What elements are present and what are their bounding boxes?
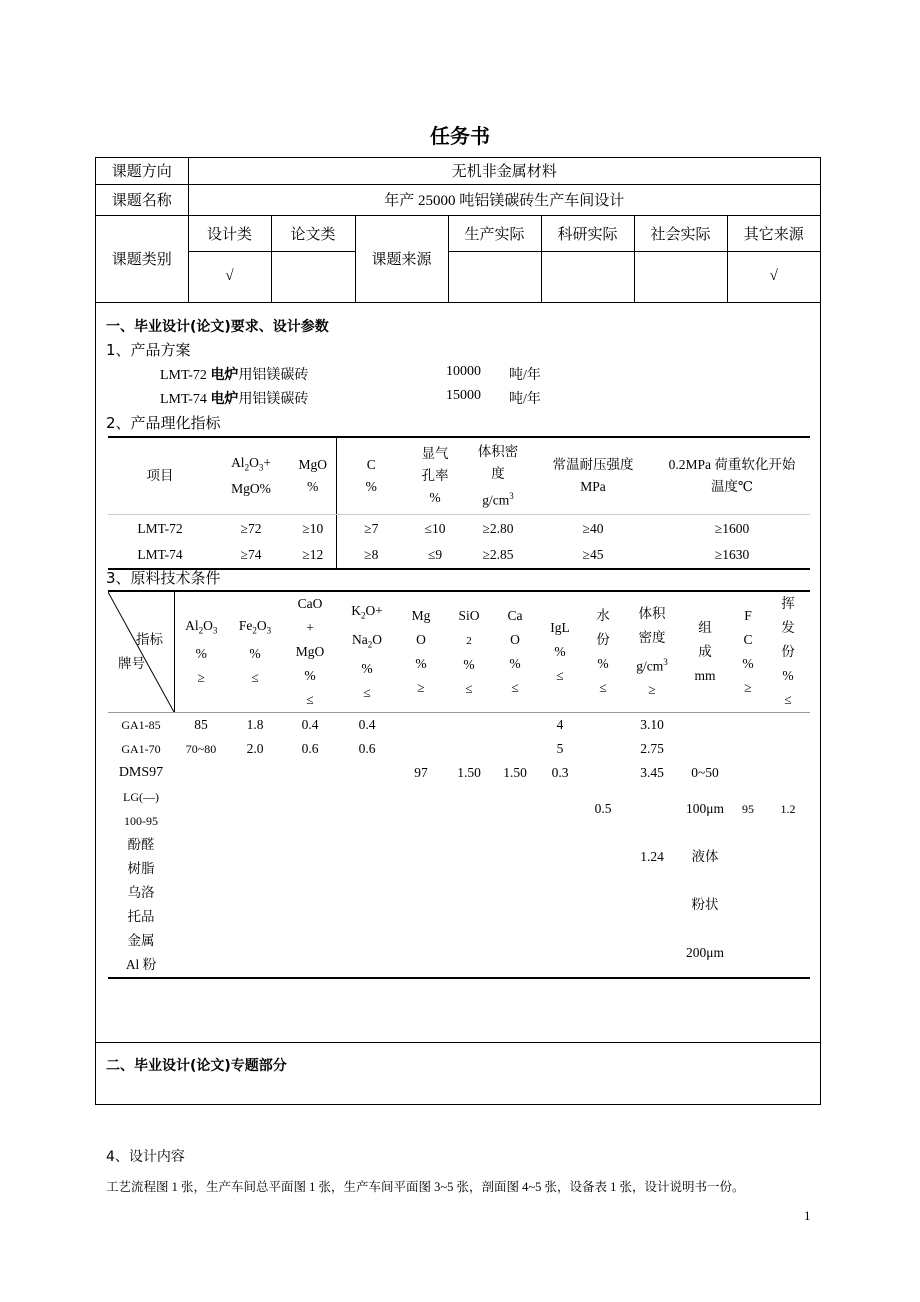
- row-name: GA1-85: [121, 718, 161, 732]
- col-igl: IgL % ≤: [538, 591, 582, 713]
- col-cao: Ca O % ≤: [492, 591, 538, 713]
- col-porosity: 显气 孔率 %: [406, 437, 464, 515]
- production-check-cell: [448, 251, 541, 302]
- product-line-1: [160, 364, 308, 384]
- social-check-cell: [634, 251, 727, 302]
- col-cao-mgo: CaO + MgO % ≤: [282, 591, 338, 713]
- col-water: 水 份 % ≤: [582, 591, 624, 713]
- research-check-cell: [541, 251, 634, 302]
- cell-por: ≤9: [427, 547, 443, 562]
- index-header-row: [108, 437, 810, 515]
- cell-c: ≥7: [364, 520, 379, 536]
- task-sheet: [95, 157, 821, 1194]
- col-item: 项目: [108, 437, 212, 515]
- cell-vol: 1.2: [780, 802, 796, 816]
- product-1-material: 用铝镁碳砖: [238, 368, 309, 383]
- col-carbon: C %: [336, 437, 406, 515]
- col-volatile: 挥 发 份 % ≤: [766, 591, 810, 713]
- col-softening: 0.2MPa 荷重软化开始 温度℃: [654, 437, 810, 515]
- cell-ca: 1.50: [503, 765, 527, 780]
- cell-igl: 0.3: [551, 765, 569, 780]
- product-1-model: LMT-72: [160, 368, 211, 383]
- cell-comp: 100μm: [686, 801, 724, 816]
- row-name: LMT-72: [137, 520, 183, 536]
- cell-comp: 200μm: [686, 945, 724, 960]
- raw-row-ga170: [108, 737, 810, 761]
- raw-row-dms97: [108, 761, 810, 785]
- cell-soft: ≥1600: [714, 520, 750, 536]
- col-brand-index: [108, 591, 174, 713]
- col-sio2: SiO 2 % ≤: [446, 591, 492, 713]
- row-name: 酚醛 树脂: [127, 837, 155, 876]
- cell-den: 3.10: [640, 717, 664, 732]
- cell-den: ≥2.85: [482, 547, 514, 562]
- product-index-table: [108, 436, 810, 570]
- header-table: [96, 158, 820, 303]
- product-line-2: [160, 388, 308, 408]
- product-plan-heading: 1、产品方案: [106, 341, 191, 359]
- raw-row-lg: [108, 785, 810, 833]
- product-1-type: 电炉: [210, 367, 239, 383]
- design-checkmark: √: [188, 251, 271, 302]
- cell-den: ≥2.80: [482, 520, 514, 536]
- design-content-heading: 4、设计内容: [106, 1149, 185, 1165]
- category-thesis: 论文类: [271, 215, 355, 251]
- cell-comp: 0~50: [691, 765, 719, 780]
- cell-den: 2.75: [640, 741, 664, 756]
- col-al2o3: $Al_2O_3$ % ≥: [174, 591, 228, 713]
- raw-header-row: [108, 591, 810, 713]
- cell-str: ≥40: [582, 520, 604, 536]
- category-design: 设计类: [188, 215, 271, 251]
- col-mgo: Mg O % ≥: [396, 591, 446, 713]
- raw-material-heading: 3、原料技术条件: [106, 569, 221, 587]
- col-fe2o3: $Fe_2O_3$ % ≤: [228, 591, 282, 713]
- col-mgo: MgO %: [290, 437, 336, 515]
- cell-igl: 5: [556, 741, 564, 756]
- cell-mgo: ≥12: [290, 543, 336, 569]
- document-title: 任务书: [430, 124, 490, 148]
- product-1-unit: 吨/年: [509, 368, 541, 383]
- cell-si: 1.50: [457, 765, 481, 780]
- header-index-label: 指标: [136, 632, 163, 647]
- product-2-type: 电炉: [210, 391, 239, 407]
- index-row-lmt72: [108, 515, 810, 543]
- source-other: 其它来源: [727, 215, 820, 251]
- index-row-lmt74: [108, 543, 810, 569]
- source-label: 课题来源: [355, 215, 448, 302]
- row-name: LMT-74: [137, 547, 183, 562]
- cell-fc: 95: [742, 802, 754, 816]
- name-value: 年产 25000 吨铝镁碳砖生产车间设计: [188, 184, 820, 215]
- design-content-text: 工艺流程图 1 张，生产车间总平面图 1 张，生产车间平面图 3~5 张，剖面图 4~5 张，设备表 1 张，设计说明书一份。: [106, 1180, 745, 1194]
- cell-soft: ≥1630: [714, 547, 750, 562]
- header-brand-label: 牌号: [118, 656, 145, 671]
- raw-row-urotropine: [108, 881, 810, 929]
- cell-fe: 2.0: [246, 741, 264, 756]
- other-checkmark: √: [727, 251, 820, 302]
- source-social: 社会实际: [634, 215, 727, 251]
- source-production: 生产实际: [448, 215, 541, 251]
- cell-k: 0.4: [358, 717, 376, 732]
- row-name: 金属 Al 粉: [125, 933, 157, 972]
- cell-por: ≤10: [424, 520, 446, 536]
- cell-water: 0.5: [594, 801, 612, 816]
- direction-label: 课题方向: [96, 158, 188, 184]
- cell-al: 85: [194, 717, 208, 732]
- section-divider: [96, 1042, 820, 1043]
- col-strength: 常温耐压强度 MPa: [532, 437, 654, 515]
- cell-k: 0.6: [358, 741, 376, 756]
- raw-row-phenolic: [108, 833, 810, 881]
- product-1-qty: 10000: [446, 364, 481, 379]
- section-one-title: 一、毕业设计(论文)要求、设计参数: [106, 319, 329, 335]
- col-density: 体积密 度 $g/cm^3$: [464, 437, 532, 515]
- raw-row-ga185: [108, 713, 810, 738]
- cell-cao: 0.6: [301, 741, 319, 756]
- cell-c: ≥8: [364, 547, 379, 562]
- row-name: LG(—) 100-95: [123, 790, 159, 828]
- cell-fe: 1.8: [246, 717, 264, 732]
- page-number: 1: [804, 1208, 811, 1223]
- row-name: 乌洛 托品: [127, 885, 155, 924]
- category-label: 课题类别: [96, 215, 188, 302]
- cell-al: 70~80: [185, 742, 217, 756]
- row-name: DMS97: [118, 765, 164, 780]
- product-2-qty: 15000: [446, 388, 481, 403]
- thesis-check-cell: [271, 251, 355, 302]
- direction-value: 无机非金属材料: [188, 158, 820, 184]
- cell-str: ≥45: [582, 547, 604, 562]
- index-heading: 2、产品理化指标: [106, 414, 221, 432]
- cell-den: 1.24: [640, 849, 664, 864]
- col-bulk-density: 体积 密度 $g/cm^3$ ≥: [624, 591, 680, 713]
- name-label: 课题名称: [96, 184, 188, 215]
- product-2-material: 用铝镁碳砖: [238, 392, 309, 407]
- cell-mg: 97: [414, 765, 428, 780]
- cell-al: ≥72: [240, 520, 262, 536]
- raw-row-al-powder: [108, 929, 810, 978]
- product-2-model: LMT-74: [160, 392, 211, 407]
- cell-den: 3.45: [640, 765, 664, 780]
- cell-comp: 粉状: [691, 897, 719, 912]
- col-composition: 组 成 mm: [680, 591, 730, 713]
- cell-igl: 4: [556, 717, 564, 732]
- cell-mgo: ≥10: [290, 515, 336, 543]
- source-research: 科研实际: [541, 215, 634, 251]
- col-al2o3-mgo: $Al_2O_3+$ MgO%: [212, 437, 290, 515]
- col-k2o-na2o: $K_2O+$ $Na_2O$ % ≤: [338, 591, 396, 713]
- row-name: GA1-70: [121, 742, 161, 756]
- cell-al: ≥74: [240, 547, 262, 562]
- section-two-title: 二、毕业设计(论文)专题部分: [106, 1058, 287, 1074]
- cell-comp: 液体: [691, 849, 719, 864]
- raw-material-table: [108, 590, 810, 979]
- product-2-unit: 吨/年: [509, 392, 541, 407]
- cell-cao: 0.4: [301, 717, 319, 732]
- col-fc: F C % ≥: [730, 591, 766, 713]
